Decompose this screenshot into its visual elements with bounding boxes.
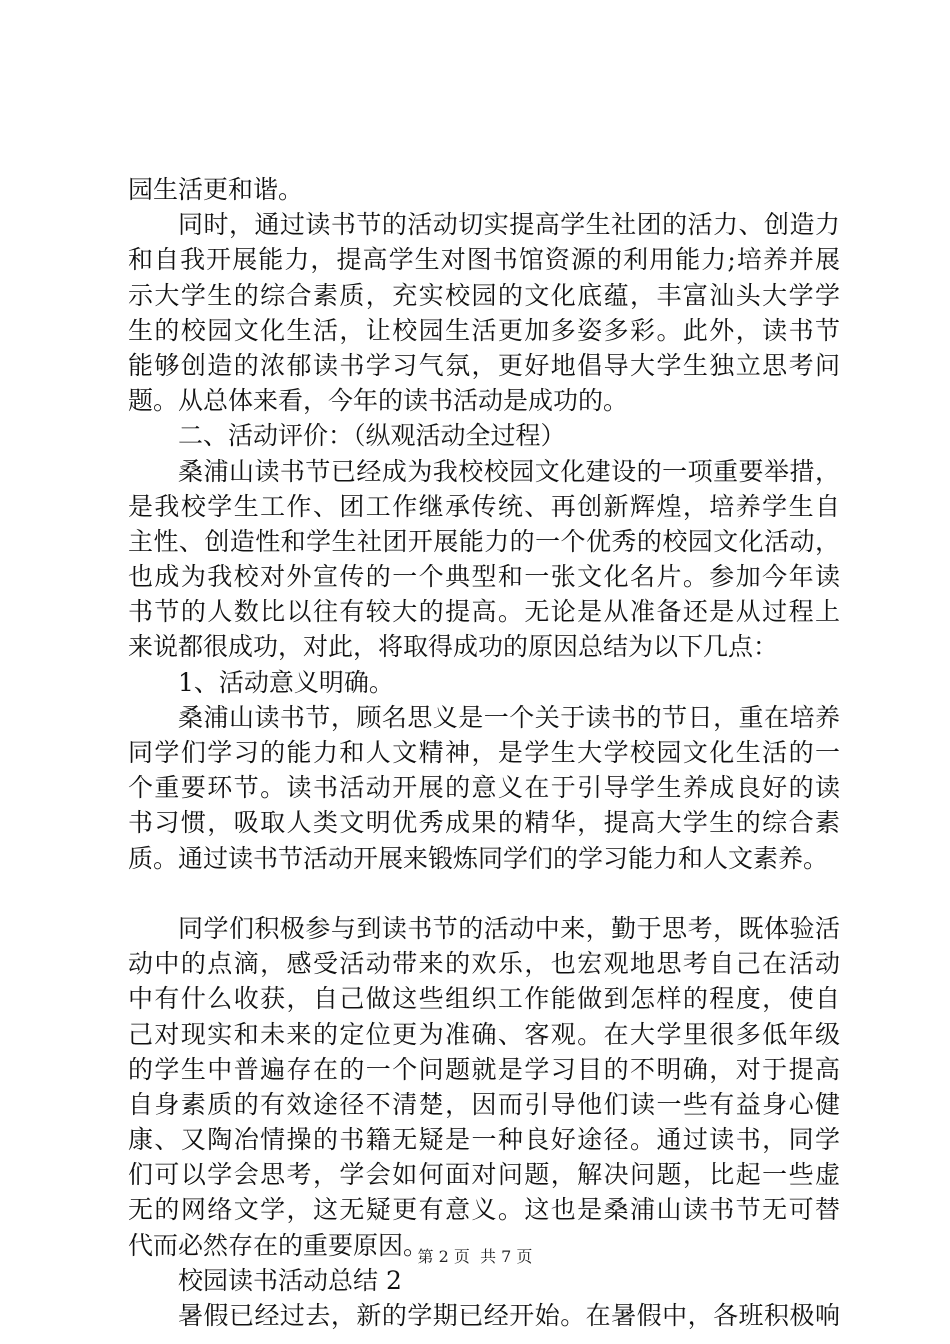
text-line: 们可以学会思考，学会如何面对问题，解决问题，比起一些虚 [128, 1160, 840, 1190]
text-line: 校园读书活动总结 2 [178, 1265, 402, 1295]
text-line: 示大学生的综合素质，充实校园的文化底蕴，丰富汕头大学学 [128, 280, 840, 310]
text-line: 和自我开展能力，提高学生对图书馆资源的利用能力;培养并展 [128, 245, 840, 275]
text-line: 个重要环节。读书活动开展的意义在于引导学生养成良好的读 [128, 773, 840, 803]
text-line: 质。通过读书节活动开展来锻炼同学们的学习能力和人文素养。 [128, 843, 829, 873]
text-line: 园生活更和谐。 [128, 175, 304, 204]
text-line: 来说都很成功，对此，将取得成功的原因总结为以下几点： [128, 632, 779, 662]
text-line: 书节的人数比以往有较大的提高。无论是从准备还是从过程上 [128, 597, 840, 627]
text-line: 是我校学生工作、团工作继承传统、再创新辉煌，培养学生自 [128, 491, 840, 521]
text-line: 二、活动评价：（纵观活动全过程） [178, 421, 566, 451]
text-line: 生的校园文化生活，让校园生活更加多姿多彩。此外，读书节 [128, 315, 840, 345]
text-line: 自身素质的有效途径不清楚，因而引导他们读一些有益身心健 [128, 1089, 840, 1119]
text-line: 中有什么收获，自己做这些组织工作能做到怎样的程度，使自 [128, 984, 840, 1014]
text-line: 也成为我校对外宣传的一个典型和一张文化名片。参加今年读 [128, 562, 840, 592]
text-line: 的学生中普遍存在的一个问题就是学习目的不明确，对于提高 [128, 1054, 840, 1084]
page-footer [0, 1244, 950, 1267]
text-line: 1、活动意义明确。 [178, 667, 394, 697]
page-number-label: 第 2 页 共 7 页 [417, 1247, 533, 1266]
text-line: 书习惯，吸取人类文明优秀成果的精华，提高大学生的综合素 [128, 808, 840, 838]
text-line: 桑浦山读书节已经成为我校校园文化建设的一项重要举措， [178, 456, 840, 486]
text-line: 同学们积极参与到读书节的活动中来，勤于思考，既体验活 [178, 913, 840, 943]
text-line: 桑浦山读书节，顾名思义是一个关于读书的节日，重在培养 [178, 702, 840, 732]
text-line: 暑假已经过去，新的学期已经开始。在暑假中，各班积极响 [178, 1301, 840, 1330]
blank-line [128, 876, 840, 911]
text-line: 动中的点滴，感受活动带来的欢乐，也宏观地思考自己在活动 [128, 949, 840, 979]
text-line: 同学们学习的能力和人文精神，是学生大学校园文化生活的一 [128, 738, 840, 767]
text-line: 代而必然存在的重要原因。 [128, 1230, 429, 1260]
text-line: 同时，通过读书节的活动切实提高学生社团的活力、创造力 [178, 210, 840, 240]
text-line: 无的网络文学，这无疑更有意义。这也是桑浦山读书节无可替 [128, 1195, 840, 1225]
document-body [128, 172, 840, 1333]
text-line: 题。从总体来看，今年的读书活动是成功的。 [128, 386, 629, 416]
text-line: 康、又陶冶情操的书籍无疑是一种良好途径。通过读书，同学 [128, 1125, 840, 1155]
text-line: 主性、创造性和学生社团开展能力的一个优秀的校园文化活动， [128, 526, 840, 556]
text-line: 己对现实和未来的定位更为准确、客观。在大学里很多低年级 [128, 1019, 840, 1049]
text-line: 能够创造的浓郁读书学习气氛，更好地倡导大学生独立思考问 [128, 350, 840, 380]
